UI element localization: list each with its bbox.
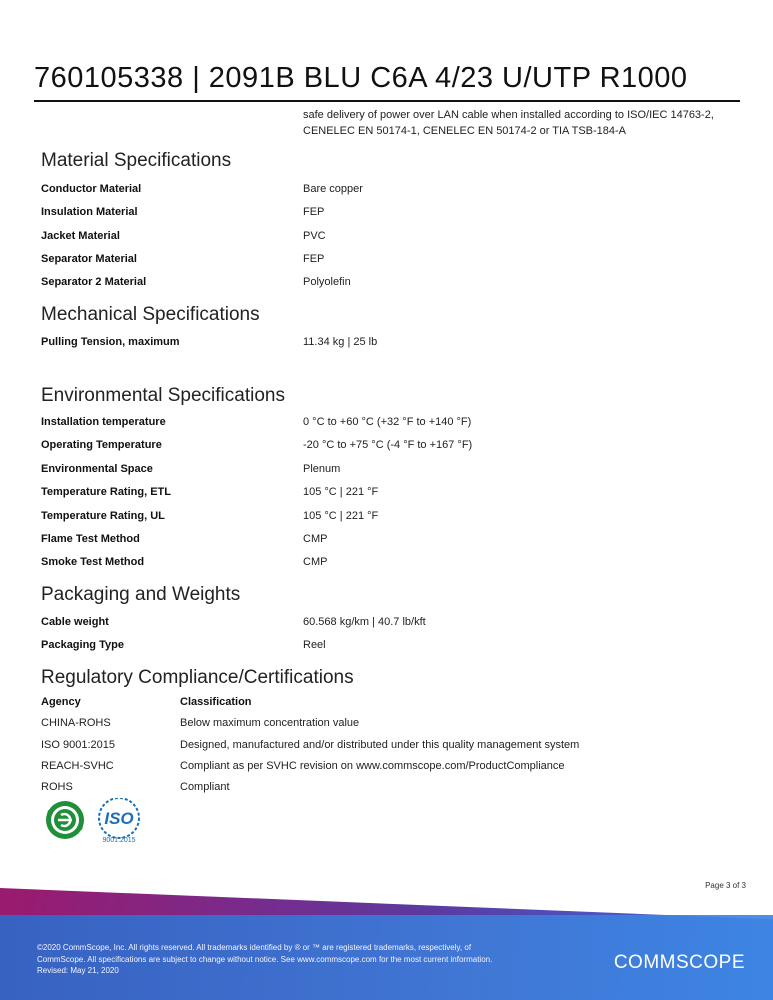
intro-text: safe delivery of power over LAN cable when installed according to ISO/IEC 14763-2, CENELEC EN 50174-1, CENELEC EN 50174-2 or TIA TSB-184-A [303, 109, 714, 137]
spec-row [41, 333, 741, 351]
spec-label: Temperature Rating, UL [41, 510, 165, 522]
spec-label: Temperature Rating, ETL [41, 486, 171, 498]
reg-agency: ISO 9001:2015 [41, 739, 116, 751]
spec-label: Installation temperature [41, 416, 166, 428]
spec-value: 60.568 kg/km | 40.7 lb/kft [303, 616, 426, 628]
spec-label: Insulation Material [41, 206, 138, 218]
spec-value: 105 °C | 221 °F [303, 486, 379, 498]
spec-value: Reel [303, 639, 326, 651]
spec-label: Conductor Material [41, 183, 142, 195]
spec-row [41, 636, 741, 654]
commscope-logo: COMMSCOPE [613, 952, 745, 973]
section-title-packaging: Packaging and Weights [41, 584, 241, 605]
spec-label: Jacket Material [41, 230, 120, 242]
china-rohs-icon [44, 798, 144, 844]
reg-classification: Designed, manufactured and/or distributed under this quality management system [180, 739, 580, 751]
document-title: 760105338 | 2091B BLU C6A 4/23 U/UTP R1000 [34, 62, 688, 94]
spec-label: Separator 2 Material [41, 276, 147, 288]
spec-label: Packaging Type [41, 639, 124, 651]
spec-row [41, 203, 741, 221]
spec-label: Cable weight [41, 616, 109, 628]
spec-value: FEP [303, 253, 325, 265]
spec-label: Smoke Test Method [41, 556, 145, 568]
section-title-mechanical: Mechanical Specifications [41, 304, 260, 325]
spec-row [41, 250, 741, 268]
reg-classification: Compliant [180, 781, 230, 793]
spec-row [41, 273, 741, 291]
spec-label: Flame Test Method [41, 533, 140, 545]
reg-agency: REACH-SVHC [41, 760, 114, 772]
section-title-environmental: Environmental Specifications [41, 385, 285, 406]
spec-row [41, 613, 741, 631]
spec-value: Polyolefin [303, 276, 351, 288]
spec-row [41, 507, 741, 525]
reg-header-agency: Agency [41, 696, 81, 708]
spec-row [41, 436, 741, 454]
reg-classification: Below maximum concentration value [180, 717, 360, 729]
spec-row [41, 227, 741, 245]
spec-row [41, 483, 741, 501]
spec-value: 11.34 kg | 25 lb [303, 336, 378, 348]
reg-agency: CHINA-ROHS [41, 717, 111, 729]
certification-logos [44, 798, 144, 844]
spec-label: Separator Material [41, 253, 137, 265]
footer-legal-text: ©2020 CommScope, Inc. All rights reserved. All trademarks identified by ® or ™ are registered trademarks, respectively, of CommScope. All specifications are subject to change without notice. See www.commscope.com for the most current information. Revised: May 21, 2020 [37, 943, 493, 975]
spec-label: Environmental Space [41, 463, 153, 475]
title-divider [34, 100, 740, 102]
spec-value: 105 °C | 221 °F [303, 510, 379, 522]
spec-value: FEP [303, 206, 325, 218]
iso-logo-subtext: 9001:2015 [102, 837, 136, 844]
spec-label: Operating Temperature [41, 439, 162, 451]
spec-label: Pulling Tension, maximum [41, 336, 180, 348]
spec-row [41, 530, 741, 548]
page-number: Page 3 of 3 [705, 881, 746, 890]
spec-row [41, 460, 741, 478]
iso-logo-text: ISO [104, 809, 134, 828]
spec-value: CMP [303, 533, 328, 545]
spec-row [41, 413, 741, 431]
section-title-material: Material Specifications [41, 150, 232, 171]
spec-value: Bare copper [303, 183, 363, 195]
reg-agency: ROHS [41, 781, 73, 793]
spec-row [41, 180, 741, 198]
spec-row [41, 553, 741, 571]
reg-classification: Compliant as per SVHC revision on www.commscope.com/ProductCompliance [180, 760, 565, 772]
spec-value: Plenum [303, 463, 341, 475]
spec-value: -20 °C to +75 °C (-4 °F to +167 °F) [303, 439, 473, 451]
reg-header-classification: Classification [180, 696, 252, 708]
section-title-regulatory: Regulatory Compliance/Certifications [41, 667, 354, 688]
spec-value: 0 °C to +60 °C (+32 °F to +140 °F) [303, 416, 472, 428]
spec-value: PVC [303, 230, 326, 242]
spec-value: CMP [303, 556, 328, 568]
